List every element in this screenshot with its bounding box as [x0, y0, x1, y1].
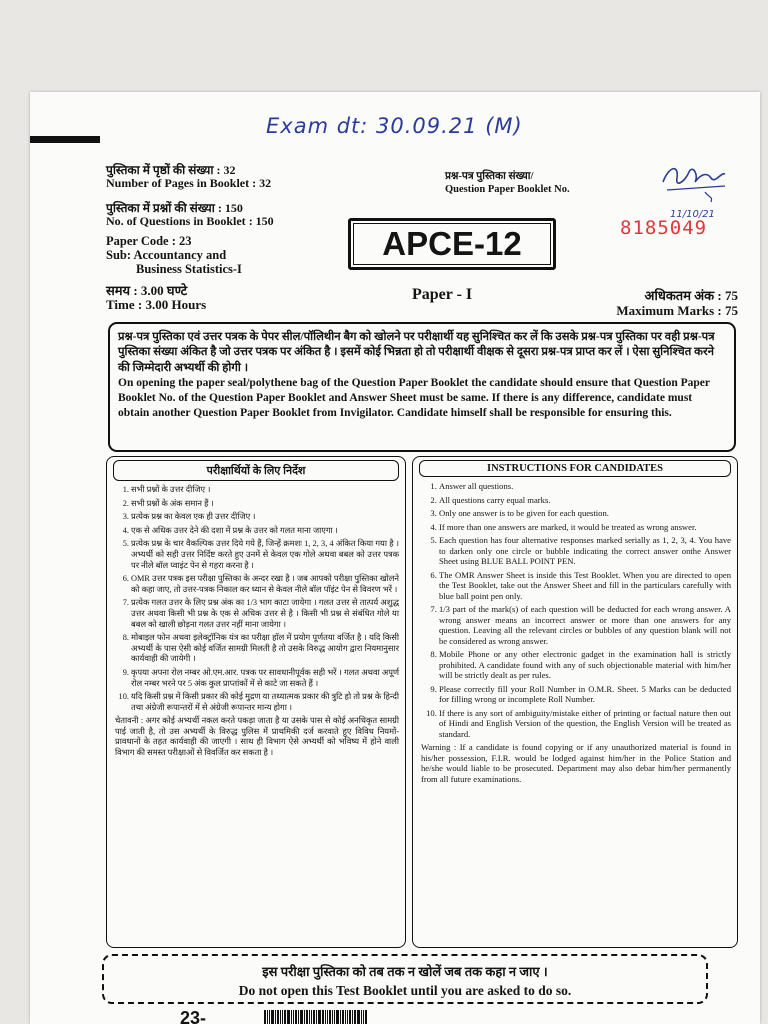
questions-label-hi: पुस्तिका में प्रश्नों की संख्या — [106, 201, 215, 215]
subject-line-1: Sub: Accountancy and — [106, 248, 227, 262]
barcode-bar — [342, 1010, 344, 1024]
notice-en: On opening the paper seal/polythene bag of the Question Paper Booklet the candidate should ensure that Question Paper Booklet No. of the Question Paper Booklet and Answer Sheet must be same. If there is any difference, candidate must obtain another Question Paper Booklet from Invigilator. Candidate himself shall be responsible for ensuring this. — [118, 376, 710, 420]
instructions-english — [412, 456, 738, 948]
barcode-bar — [293, 1010, 294, 1024]
marks-en: Maximum Marks : 75 — [616, 303, 738, 318]
barcode-bar — [295, 1010, 297, 1024]
booklet-number-label — [445, 170, 570, 196]
hi-item: 3. प्रत्येक प्रश्न का केवल एक ही उत्तर दीजिए । — [131, 512, 399, 523]
paper-subject — [106, 234, 242, 276]
barcode-bar — [271, 1010, 274, 1024]
barcode-bar — [336, 1010, 339, 1024]
barcode-bar — [316, 1010, 317, 1024]
barcode-bar — [313, 1010, 315, 1024]
do-not-open-box — [102, 954, 708, 1004]
pages-label-hi: पुस्तिका में पृष्ठों की संख्या — [106, 163, 214, 177]
booklet-serial: 8185049 — [620, 217, 708, 239]
pages-value-1: : 32 — [216, 163, 236, 177]
barcode-bar — [363, 1010, 364, 1024]
barcode-bar — [345, 1010, 346, 1024]
paper-code-box: APCE-12 — [348, 218, 556, 270]
booklet-label-en: Question Paper Booklet No. — [445, 184, 570, 195]
pages-label-en: Number of Pages in Booklet — [106, 176, 250, 190]
paper-code: Paper Code : 23 — [106, 234, 192, 248]
barcode-bar — [332, 1010, 333, 1024]
questions-value-2: : 150 — [248, 214, 274, 228]
barcode-bar — [267, 1010, 268, 1024]
barcode-bar — [275, 1010, 276, 1024]
time-info — [106, 284, 206, 312]
en-item: 2. All questions carry equal marks. — [439, 495, 731, 506]
en-item: 10. If there is any sort of ambiguity/mistake either of printing or factual nature then out of Hindi and English Version of the question, the English Version will be treated as standard. — [439, 708, 731, 740]
barcode-bar — [277, 1010, 279, 1024]
seal-notice — [108, 322, 736, 452]
instructions-english-title: INSTRUCTIONS FOR CANDIDATES — [419, 460, 731, 477]
questions-count — [106, 202, 274, 228]
en-item: 7. 1/3 part of the mark(s) of each question will be deducted for each wrong answer. A wrong answer means an incorrect answer or more than one answers for any question. Leaving all the relevant circles or bubbles of any question blank will not be considered as wrong answer. — [439, 604, 731, 646]
en-item: 6. The OMR Answer Sheet is inside this Test Booklet. When you are directed to open the Test Booklet, take out the Answer Sheet and fill in the particulars carefully with blue ball point pen only. — [439, 570, 731, 602]
barcode-bar — [298, 1010, 299, 1024]
barcode-bar — [347, 1010, 348, 1024]
barcode-bar — [284, 1010, 286, 1024]
en-item: 5. Each question has four alternative responses marked serially as 1, 2, 3, 4. You have to darken only one circle or bubble indicating the correct answer onthe Answer Sheet using BLUE BALL POINT PEN. — [439, 535, 731, 567]
hi-item: 6. OMR उत्तर पत्रक इस परीक्षा पुस्तिका के अन्दर रखा है । जब आपको परीक्षा पुस्तिका खोलने को कहा जाए, तो उत्तर-पत्रक निकाल कर ध्यान से केवल नीले बॉल पॉइंट पेन से विवरण भरें । — [131, 574, 399, 595]
barcode-bar — [287, 1010, 290, 1024]
barcode-bar — [352, 1010, 353, 1024]
subject-line-2: Business Statistics-I — [136, 262, 242, 276]
barcode-bar — [280, 1010, 281, 1024]
en-item: 1. Answer all questions. — [439, 481, 731, 492]
barcode-bar — [300, 1010, 303, 1024]
questions-value-1: : 150 — [217, 201, 243, 215]
instructions-hindi-title: परीक्षार्थियों के लिए निर्देश — [113, 460, 399, 481]
hi-item: 8. मोबाइल फोन अथवा इलेक्ट्रॉनिक यंत्र का परीक्षा हॉल में प्रयोग पूर्णतया वर्जित है । यदि किसी अभ्यर्थी के पास ऐसी कोई वर्जित सामग्री मिलती है तो उसके विरुद्ध आयोग द्वारा नियमानुसार कार्यवाही की जायेगी । — [131, 633, 399, 665]
en-item: 8. Mobile Phone or any other electronic gadget in the examination hall is strictly prohibited. A candidate found with any of such objectionable material with him/her will be strictly dealt as per rules. — [439, 649, 731, 681]
time-en: Time : 3.00 Hours — [106, 297, 207, 312]
hi-item: 4. एक से अधिक उत्तर देने की दशा में प्रश्न के उत्तर को गलत माना जाएगा । — [131, 526, 399, 537]
hi-item: 7. प्रत्येक गलत उत्तर के लिए प्रश्न अंक का 1/3 भाग काटा जायेगा । गलत उत्तर से तात्पर्य अशुद्ध उत्तर अथवा किसी भी प्रश्न के एक से अधिक उत्तर से है । किसी भी प्रश्न से संबंधित गोले या बबल को खाली छोड़ना गलत उत्तर नहीं माना जायेगा । — [131, 598, 399, 630]
pages-count — [106, 164, 271, 190]
barcode-bar — [354, 1010, 356, 1024]
hi-warning: चेतावनी : अगर कोई अभ्यर्थी नकल करते पकड़ा जाता है या उसके पास से कोई अनधिकृत सामग्री पाई जाती है, तो उस अभ्यर्थी के विरुद्ध पुलिस में प्राथमिकी दर्ज करवाते हुए विविध नियमों-प्रावधानों के तहत कार्यवाही की जाएगी । साथ ही विभाग ऐसे अभ्यर्थी को भविष्य में होने वाली विभाग की समस्त परीक्षाओं से विवर्जित कर सकता है । — [115, 716, 399, 758]
page-code: 23- — [180, 1008, 207, 1024]
barcode-bar — [327, 1010, 328, 1024]
barcode-bar — [325, 1010, 326, 1024]
barcode-bar — [306, 1010, 308, 1024]
barcode-bar — [322, 1010, 324, 1024]
barcode-bar — [318, 1010, 321, 1024]
booklet-label-hi: प्रश्न-पत्र पुस्तिका संख्या/ — [445, 171, 534, 182]
handwritten-exam-date: Exam dt: 30.09.21 (M) — [266, 114, 523, 138]
pages-value-2: : 32 — [252, 176, 272, 190]
barcode-bar — [269, 1010, 270, 1024]
paper-title: Paper - I — [412, 286, 473, 303]
time-hi: समय : 3.00 घण्टे — [106, 283, 188, 298]
barcode-bar — [357, 1010, 360, 1024]
handwritten-sign-date: 11/10/21 — [670, 209, 715, 220]
footer-hi: इस परीक्षा पुस्तिका को तब तक न खोलें जब तक कहा न जाए । — [262, 964, 548, 979]
marks-hi: अधिकतम अंक : 75 — [644, 288, 738, 303]
instructions-hindi — [106, 456, 406, 948]
barcode-bar — [365, 1010, 367, 1024]
barcode-bar — [329, 1010, 331, 1024]
hi-item: 2. सभी प्रश्नों के अंक समान हैं । — [131, 499, 399, 510]
barcode-bar — [309, 1010, 310, 1024]
barcode-bar — [311, 1010, 312, 1024]
en-item: 3. Only one answer is to be given for each question. — [439, 508, 731, 519]
barcode-bar — [361, 1010, 362, 1024]
barcode-bar — [304, 1010, 305, 1024]
en-item: 4. If more than one answers are marked, it would be treated as wrong answer. — [439, 522, 731, 533]
questions-label-en: No. of Questions in Booklet — [106, 214, 246, 228]
hi-item: 1. सभी प्रश्नों के उत्तर दीजिए । — [131, 485, 399, 496]
black-bar — [30, 136, 100, 143]
barcode-bar — [264, 1010, 266, 1024]
barcode-icon — [264, 1010, 376, 1024]
notice-hi: प्रश्न-पत्र पुस्तिका एवं उत्तर पत्रक के पेपर सील/पॉलिथीन बैग को खोलने पर परीक्षार्थी यह सुनिश्चित कर लें कि उसके प्रश्न-पत्र पुस्तिका पर वही प्रश्न-पत्र पुस्तिका संख्या अंकित है जो उत्तर पत्रक पर अंकित है । इसमें कोई भिन्नता हो तो परीक्षार्थी वीक्षक से दूसरा प्रश्न-पत्र प्राप्त कर लें । ऐसा सुनिश्चित करने की जिम्मेदारी अभ्यर्थी की होगी । — [118, 331, 715, 374]
hi-item: 10. यदि किसी प्रश्न में किसी प्रकार की कोई मुद्रण या तथ्यात्मक प्रकार की त्रुटि हो तो प्रश्न के हिन्दी तथा अंग्रेजी रूपान्तरों में से अंग्रेजी रूपान्तर मान्य होगा । — [131, 692, 399, 713]
booklet-cover — [30, 92, 760, 1024]
en-item: 9. Please correctly fill your Roll Number in O.M.R. Sheet. 5 Marks can be deducted for filling wrong or incomplete Roll Number. — [439, 684, 731, 705]
barcode-bar — [291, 1010, 292, 1024]
footer-en: Do not open this Test Booklet until you are asked to do so. — [238, 983, 572, 998]
hi-item: 5. प्रत्येक प्रश्न के चार वैकल्पिक उत्तर दिये गये हैं, जिन्हें क्रमशः 1, 2, 3, 4 अंकित किया गया है । अभ्यर्थी को सही उत्तर निर्दिष्ट करते हुए उनमें से केवल एक गोले अथवा बबल को उत्तर पत्रक पर नीले बॉल प्वाइंट पेन से गहरा करना है । — [131, 539, 399, 571]
barcode-bar — [334, 1010, 335, 1024]
en-warning: Warning : If a candidate is found copying or if any unauthorized material is found in his/her possession, F.I.R. would be lodged against him/her in the Police Station and he/she would liable to be prosecuted. Department may also debar him/her permanently from all future examinations. — [421, 742, 731, 784]
barcode-bar — [340, 1010, 341, 1024]
barcode-bar — [349, 1010, 351, 1024]
barcode-bar — [282, 1010, 283, 1024]
max-marks — [616, 288, 738, 318]
hi-item: 9. कृपया अपना रोल नम्बर ओ.एम.आर. पत्रक पर सावधानीपूर्वक सही भरें । गलत अथवा अपूर्ण रोल नम्बर भरने पर 5 अंक कुल प्राप्तांकों में से काटे जा सकते हैं । — [131, 668, 399, 689]
